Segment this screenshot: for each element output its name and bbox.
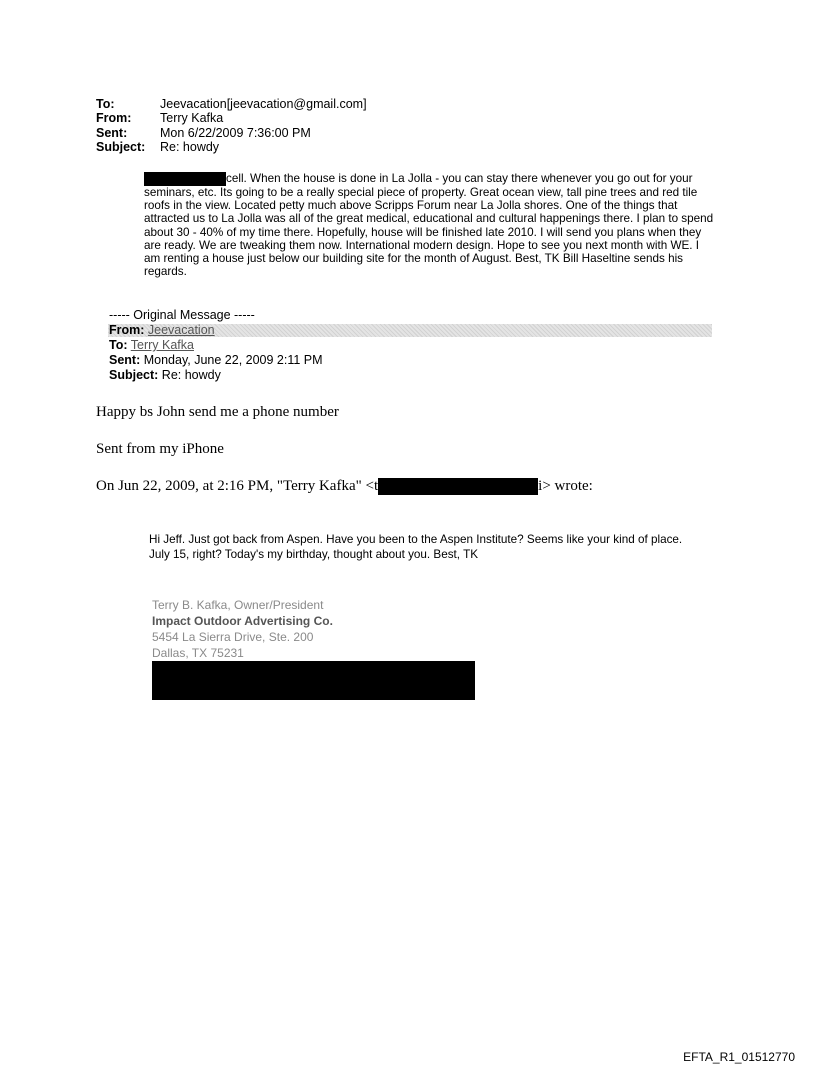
signature-redaction-bar [152, 661, 475, 700]
reply-on-prefix: On Jun 22, 2009, at 2:16 PM, "Terry Kafka" < [96, 478, 374, 494]
header-to [96, 97, 367, 111]
signature-address-2: Dallas, TX 75231 [152, 646, 244, 660]
orig-subject-value: Re: howdy [161, 368, 221, 382]
subject-value: Re: howdy [160, 140, 220, 154]
sent-value: Mon 6/22/2009 7:36:00 PM [160, 126, 311, 140]
header-from [96, 111, 223, 125]
reply-line-1: Happy bs John send me a phone number [96, 404, 339, 420]
orig-sent-row [109, 353, 323, 368]
reply-on-partial-left: t [373, 478, 379, 494]
email-redaction-bar [378, 478, 538, 495]
header-sent [96, 126, 311, 140]
orig-to-label: To: [109, 338, 128, 352]
reply-on-partial-right: i [538, 478, 543, 494]
orig-sent-value: Monday, June 22, 2009 2:11 PM [143, 353, 323, 367]
reply-on-suffix: > wrote: [542, 478, 593, 494]
sent-label: Sent: [96, 126, 128, 140]
from-label: From: [96, 111, 132, 125]
quoted-message: Hi Jeff. Just got back from Aspen. Have you been to the Aspen Institute? Seems like your kind of place. July 15, right? Today's my birthday, thought about you. Best, TK [149, 533, 683, 561]
redaction-bar [144, 172, 226, 186]
subject-label: Subject: [96, 140, 146, 154]
orig-sent-label: Sent: [109, 353, 141, 367]
to-value: Jeevacation[jeevacation@gmail.com] [160, 97, 367, 111]
header-subject [96, 140, 219, 154]
orig-subject-label: Subject: [109, 368, 159, 382]
signature-name: Terry B. Kafka, Owner/President [152, 598, 324, 612]
from-value: Terry Kafka [160, 111, 224, 125]
document-id: EFTA_R1_01512770 [683, 1050, 795, 1064]
to-label: To: [96, 97, 115, 111]
orig-from-link[interactable]: Jeevacation [147, 323, 215, 337]
reply-on-line [96, 478, 593, 495]
orig-subject-row [109, 368, 221, 383]
signature-address-1: 5454 La Sierra Drive, Ste. 200 [152, 630, 314, 644]
signature-company: Impact Outdoor Advertising Co. [152, 614, 333, 628]
orig-to-link[interactable]: Terry Kafka [130, 338, 194, 352]
orig-from-row [109, 323, 215, 338]
orig-to-row [109, 338, 194, 353]
original-message-divider: ----- Original Message ----- [109, 308, 255, 322]
orig-from-label: From: [109, 323, 145, 337]
message-body-text: cell. When the house is done in La Jolla - you can stay there whenever you go out for your seminars, etc. Its going to be a really special piece of property. Great ocean view, tall pine trees and red tile roofs in the view. Located petty much above Scripps Forum near La Jolla shores. One of the things that attracted us to La Jolla was all of the great medical, educational and cultural happenings there. I plan to spend about 30 - 40% of my time there. Hopefully, house will be finished late 2010. I will send you plans when they are ready. We are tweaking them now. International modern design. Hope to see you next month with WE. I am renting a house just below our building site for the month of August. Best, TK Bill Haseltine sends his regards. [144, 172, 714, 279]
reply-line-2: Sent from my iPhone [96, 441, 224, 457]
message-body [144, 172, 716, 278]
